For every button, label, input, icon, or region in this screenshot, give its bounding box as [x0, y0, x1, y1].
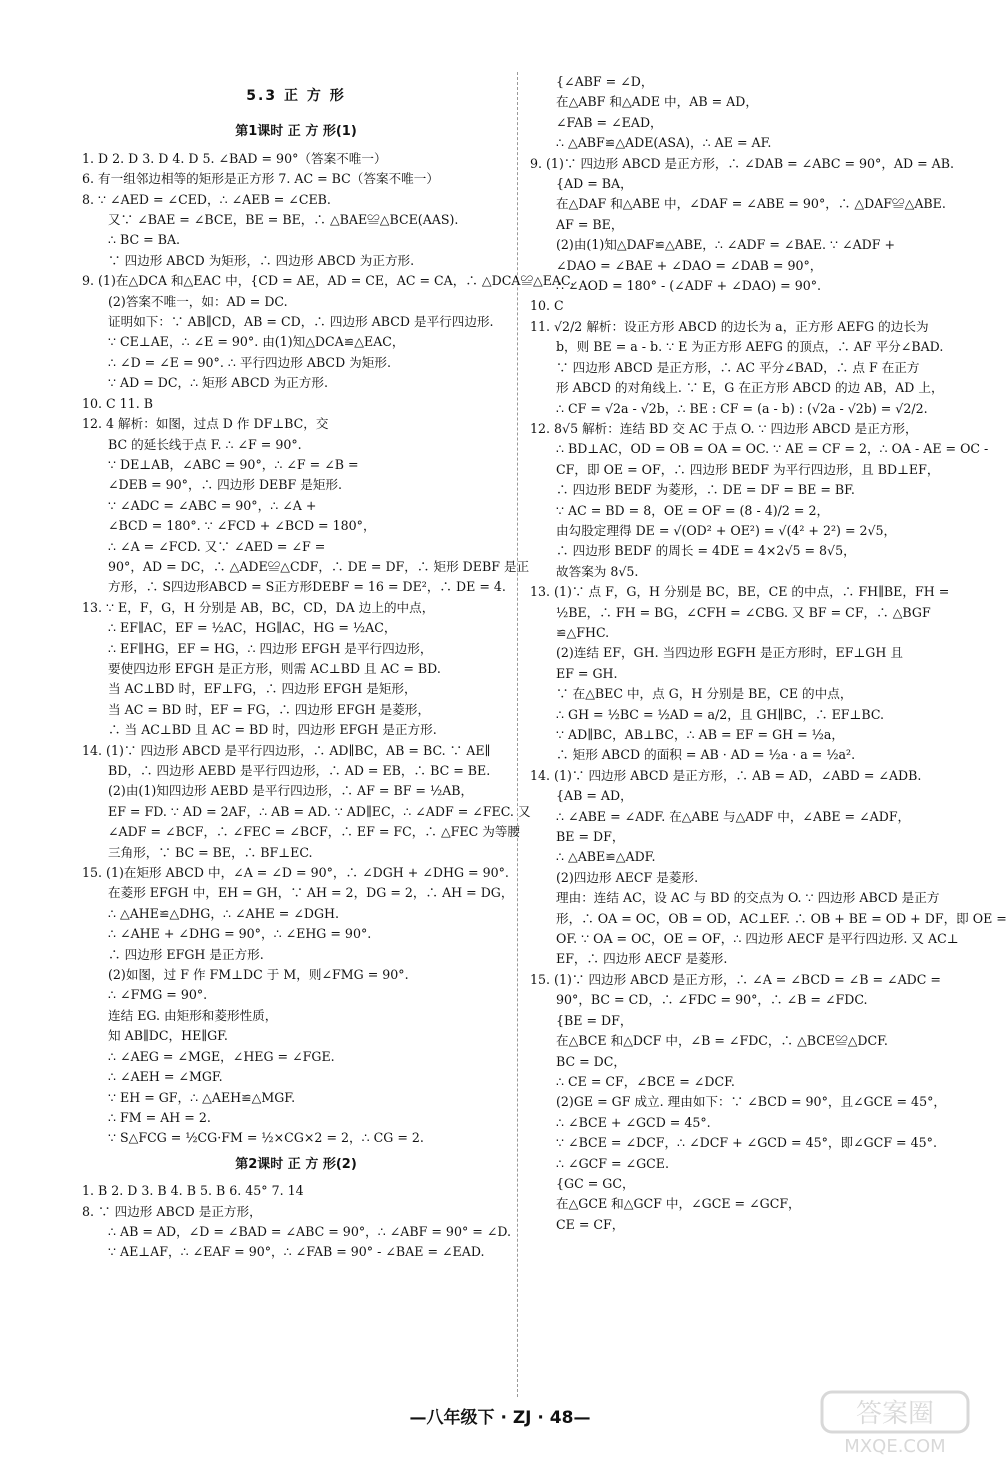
answer-line: 8. ∵ 四边形 ABCD 是正方形，	[82, 1203, 262, 1219]
answer-line: ∴ CE = CF，∠BCE = ∠DCF.	[556, 1073, 735, 1089]
answer-line: ∴ ∠FMG = 90°.	[108, 987, 208, 1003]
answer-line: 14. (1)∵ 四边形 ABCD 是平行四边形，∴ AD∥BC，AB = BC. ∵ AE∥	[82, 742, 491, 758]
answer-line: 12. 4 解析：如图，过点 D 作 DF⊥BC，交	[82, 416, 329, 432]
section-title: 5.3 正 方 形	[246, 88, 346, 104]
right-column	[530, 72, 1007, 1235]
answer-line: ∠ADF = ∠BCF，∴ ∠FEC = ∠BCF，∴ EF = FC，∴ △FEC 为等腰	[108, 824, 521, 840]
answer-line: ∴ AB = AD，∠D = ∠BAD = ∠ABC = 90°，∴ ∠ABF = 90° = ∠D.	[108, 1223, 512, 1239]
answer-line: {AB = AD，	[556, 788, 633, 804]
answer-line: 连结 EG. 由矩形和菱形性质，	[108, 1007, 278, 1023]
answer-line: 10. C	[530, 298, 564, 314]
answer-line: 13. ∵ E，F，G，H 分别是 AB，BC，CD，DA 边上的中点，	[82, 599, 435, 615]
answer-line: ∴ ∠AEG = ∠MGE，∠HEG = ∠FGE.	[108, 1048, 335, 1064]
answer-line: ∴ △ABF≌△ADE(ASA)，∴ AE = AF.	[556, 135, 772, 151]
answer-line: ∴ △AHE≌△DHG，∴ ∠AHE = ∠DGH.	[108, 905, 340, 921]
answer-line: EF，∴ 四边形 AECF 是菱形.	[556, 951, 728, 967]
answer-line: BC = DC，	[556, 1053, 627, 1069]
answer-line: 当 AC⊥BD 时，EF⊥FG，∴ 四边形 EFGH 是矩形，	[108, 681, 417, 697]
answer-line: 理由：连结 AC，设 AC 与 BD 的交点为 O. ∵ 四边形 ABCD 是正方	[556, 890, 940, 906]
answer-line: ∴ ∠ABE = ∠ADF. 在△ABE 与△ADF 中，∠ABE = ∠ADF，	[556, 808, 911, 824]
answer-line: ∴ BD⊥AC，OD = OB = OA = OC. ∵ AE = CF = 2，∴ OA - AE = OC -	[556, 441, 989, 457]
answer-line: (2)四边形 AECF 是菱形.	[556, 869, 699, 885]
answer-line: 当 AC = BD 时，EF = FG，∴ 四边形 EFGH 是菱形，	[108, 701, 431, 717]
answer-line: ∵ AD∥BC，AB⊥BC，∴ AB = EF = GH = ½a，	[556, 727, 844, 742]
answer-line: 在△BCE 和△DCF 中，∠B = ∠FDC，∴ △BCE≌△DCF.	[556, 1033, 888, 1049]
answer-line: ∴ BC = BA.	[108, 232, 181, 248]
lesson-2-answers	[82, 1181, 510, 1263]
answer-line: ∵ EH = GF，∴ △AEH≌△MGF.	[108, 1089, 296, 1105]
answer-line: ∴ ∠D = ∠E = 90°. ∴ 平行四边形 ABCD 为矩形.	[108, 354, 391, 370]
page-footer: —八年级下 · ZJ · 48—	[409, 1408, 591, 1428]
answer-line: 90°，AD = DC，∴ △ADE≌△CDF，∴ DE = DF，∴ 矩形 DEBF 是正	[108, 558, 530, 574]
answer-line: 知 AB∥DC，HE∥GF.	[108, 1028, 228, 1044]
answer-line: ∵ 四边形 ABCD 为矩形，∴ 四边形 ABCD 为正方形.	[108, 252, 415, 268]
answer-line: {AD = BA，	[556, 176, 633, 192]
answer-line: 15. (1)在矩形 ABCD 中，∠A = ∠D = 90°，∴ ∠DGH + ∠DHG = 90°.	[82, 865, 509, 881]
answer-line: (2)连结 EF，GH. 当四边形 EGFH 是正方形时，EF⊥GH 且	[556, 645, 903, 661]
answer-line: ∴ 当 AC⊥BD 且 AC = BD 时，四边形 EFGH 是正方形.	[108, 722, 437, 738]
answer-line: EF = FD. ∵ AD = 2AF，∴ AB = AD. ∵ AD∥EC，∴ ∠ADF = ∠FEC. 又	[108, 803, 531, 819]
answer-line: EF = GH.	[556, 665, 618, 681]
answer-line: 6. 有一组邻边相等的矩形是正方形 7. AC = BC（答案不唯一）	[82, 171, 439, 187]
answer-line: 9. (1)在△DCA 和△EAC 中，{CD = AE，AD = CE，AC = CA，∴ △DCA≌△EAC.	[82, 273, 575, 289]
answer-line: 9. (1)∵ 四边形 ABCD 是正方形，∴ ∠DAB = ∠ABC = 90°，AD = AB.	[530, 155, 955, 171]
answer-line: 形，∴ OA = OC，OB = OD，AC⊥EF. ∴ OB + BE = OD + DF，即 OE =	[556, 910, 1007, 926]
answer-line: b，则 BE = a - b. ∵ E 为正方形 AEFG 的顶点，∴ AF 平分∠BAD.	[556, 339, 944, 355]
answer-line: 90°，BC = CD，∴ ∠FDC = 90°，∴ ∠B = ∠FDC.	[556, 992, 868, 1008]
answer-line: ½BE，∴ FH = BG，∠CFH = ∠CBG. 又 BF = CF，∴ △BGF	[556, 604, 931, 620]
answer-line: {GC = GC，	[556, 1175, 635, 1191]
answer-line: ∵ ∠ADC = ∠ABC = 90°，∴ ∠A +	[108, 497, 317, 513]
answer-line: ∴ ∠GCF = ∠GCE.	[556, 1155, 670, 1171]
answer-line: ∴ ∠AEH = ∠MGF.	[108, 1069, 223, 1085]
answer-line: 由勾股定理得 DE = √(OD² + OE²) = √(4² + 2²) = 2√5，	[556, 522, 897, 538]
answer-line: ∴ 四边形 BEDF 为菱形，∴ DE = DF = BE = BF.	[556, 482, 855, 498]
answer-line: 在△ABF 和△ADE 中，AB = AD，	[556, 94, 758, 110]
answer-line: 方形，∴ S四边形ABCD = S正方形DEBF = 16 = DE²，∴ DE = 4.	[108, 579, 506, 595]
column-divider	[517, 72, 518, 1397]
answer-line: ∴ EF∥AC，EF = ½AC，HG∥AC，HG = ½AC，	[108, 620, 397, 636]
answer-line: (2)GE = GF 成立. 理由如下：∵ ∠BCD = 90°，且∠GCE = 45°，	[556, 1094, 946, 1110]
answer-line: ∴ 矩形 ABCD 的面积 = AB · AD = ½a · a = ½a².	[556, 747, 856, 763]
answer-line: ∵ 四边形 ABCD 是正方形，∴ AC 平分∠BAD，∴ 点 F 在正方	[556, 359, 920, 375]
right-answers	[530, 72, 1007, 1235]
answer-line: {∠ABF = ∠D，	[556, 74, 654, 89]
answer-line: ∵ DE⊥AB，∠ABC = 90°，∴ ∠F = ∠B =	[108, 456, 359, 472]
answer-line: 三角形，∵ BC = BE，∴ BF⊥EC.	[108, 844, 313, 860]
answer-line: 在菱形 EFGH 中，EH = GH，∵ AH = 2，DG = 2，∴ AH = DG，	[108, 885, 514, 901]
answer-line: ∴ ∠AOD = 180° - (∠ADF + ∠DAO) = 90°.	[556, 278, 822, 294]
answer-line: ∴ △ABE≌△ADF.	[556, 849, 656, 865]
answer-line: 12. 8√5 解析：连结 BD 交 AC 于点 O. ∵ 四边形 ABCD 是正方形，	[530, 420, 918, 436]
svg-text:MXQE.COM: MXQE.COM	[844, 1436, 946, 1457]
answer-line: ∠BCD = 180°. ∵ ∠FCD + ∠BCD = 180°，	[108, 518, 376, 534]
answer-line: ∴ GH = ½BC = ½AD = a/2，且 GH∥BC，∴ EF⊥BC.	[556, 706, 885, 722]
answer-line: ∵ AD = DC，∴ 矩形 ABCD 为正方形.	[108, 375, 328, 391]
answer-line: ∴ ∠BCE + ∠GCD = 45°.	[556, 1114, 711, 1130]
answer-line: ∵ ∠BCE = ∠DCF，∴ ∠DCF + ∠GCD = 45°，即∠GCF = 45°.	[556, 1135, 937, 1151]
answer-line: (2)如图，过 F 作 FM⊥DC 于 M，则∠FMG = 90°.	[108, 967, 409, 983]
answer-line: ≌△FHC.	[556, 624, 610, 640]
answer-line: 1. B 2. D 3. B 4. B 5. B 6. 45° 7. 14	[82, 1183, 304, 1199]
answer-line: ∠DAO = ∠BAE + ∠DAO = ∠DAB = 90°，	[556, 257, 823, 273]
answer-line: 14. (1)∵ 四边形 ABCD 是正方形，∴ AB = AD，∠ABD = ∠ADB.	[530, 767, 922, 783]
answer-line: AF = BE，	[556, 216, 624, 232]
watermark-logo	[820, 1388, 970, 1458]
lesson-2-title: 第2课时 正 方 形(2)	[235, 1156, 357, 1172]
left-column	[82, 72, 575, 1263]
lesson-1-answers	[82, 149, 575, 1149]
answer-line: 证明如下：∵ AB∥CD，AB = CD，∴ 四边形 ABCD 是平行四边形.	[108, 314, 494, 330]
answer-line: ∵ AE⊥AF，∴ ∠EAF = 90°，∴ ∠FAB = 90° - ∠BAE = ∠EAD.	[108, 1244, 485, 1260]
answer-line: 1. D 2. D 3. D 4. D 5. ∠BAD = 90°（答案不唯一）	[82, 150, 387, 166]
answer-line: 13. (1)∵ 点 F，G，H 分别是 BC，BE，CE 的中点，∴ FH∥BE，FH =	[530, 584, 950, 600]
answer-line: CE = CF，	[556, 1216, 625, 1232]
answer-line: 形 ABCD 的对角线上. ∵ E，G 在正方形 ABCD 的边 AB，AD 上，	[556, 380, 944, 396]
answer-line: ∴ EF∥HG，EF = HG，∴ 四边形 EFGH 是平行四边形，	[108, 640, 433, 656]
answer-line: 故答案为 8√5.	[556, 563, 639, 579]
answer-line: ∴ ∠AHE + ∠DHG = 90°，∴ ∠EHG = 90°.	[108, 926, 372, 942]
answer-line: 15. (1)∵ 四边形 ABCD 是正方形，∴ ∠A = ∠BCD = ∠B = ∠ADC =	[530, 971, 941, 987]
answer-line: ∠DEB = 90°，∴ 四边形 DEBF 是矩形.	[108, 477, 343, 493]
answer-line: ∵ S△FCG = ½CG·FM = ½×CG×2 = 2，∴ CG = 2.	[108, 1130, 424, 1146]
answer-line: 在△GCE 和△GCF 中，∠GCE = ∠GCF，	[556, 1196, 801, 1212]
answer-line: 8. ∵ ∠AED = ∠CED，∴ ∠AEB = ∠CEB.	[82, 191, 331, 207]
answer-line: ∴ 四边形 BEDF 的周长 = 4DE = 4×2√5 = 8√5，	[556, 543, 856, 559]
answer-line: 在△DAF 和△ABE 中，∠DAF = ∠ABE = 90°，∴ △DAF≌△ABE.	[556, 196, 946, 212]
answer-line: BD，∴ 四边形 AEBD 是平行四边形，∴ AD = EB，∴ BC = BE.	[108, 763, 491, 778]
answer-line: ∵ 在△BEC 中，点 G，H 分别是 BE，CE 的中点，	[556, 686, 853, 702]
svg-text:答案圈: 答案圈	[855, 1399, 935, 1429]
answer-line: (2)由(1)知四边形 AEBD 是平行四边形，∴ AF = BF = ½AB，	[108, 783, 474, 799]
answer-line: (2)由(1)知△DAF≌△ABE，∴ ∠ADF = ∠BAE. ∵ ∠ADF +	[556, 237, 896, 253]
answer-line: ∴ CF = √2a - √2b，∴ BE : CF = (a - b) : (√2a - √2b) = √2/2.	[556, 400, 928, 416]
lesson-1-title: 第1课时 正 方 形(1)	[235, 124, 357, 140]
answer-line: ∵ CE⊥AE，∴ ∠E = 90°. 由(1)知△DCA≌△EAC，	[108, 334, 405, 350]
answer-line: ∴ ∠A = ∠FCD. 又∵ ∠AED = ∠F =	[108, 538, 326, 554]
answer-line: 要使四边形 EFGH 是正方形，则需 AC⊥BD 且 AC = BD.	[108, 660, 441, 676]
answer-line: CF，即 OE = OF，∴ 四边形 BEDF 为平行四边形，且 BD⊥EF，	[556, 461, 940, 477]
answer-line: BE = DF，	[556, 829, 625, 845]
answer-line: 11. √2/2 解析：设正方形 ABCD 的边长为 a，正方形 AEFG 的边长为	[530, 318, 929, 334]
answer-line: OF. ∵ OA = OC，OE = OF，∴ 四边形 AECF 是平行四边形. 又 AC⊥	[556, 931, 959, 947]
answer-line: ∵ AC = BD = 8，OE = OF = (8 - 4)/2 = 2，	[556, 502, 830, 518]
answer-line: {BE = DF，	[556, 1012, 633, 1028]
answer-line: BC 的延长线于点 F. ∴ ∠F = 90°.	[108, 436, 302, 452]
answer-line: 10. C 11. B	[82, 395, 153, 411]
answer-line: 又∵ ∠BAE = ∠BCE，BE = BE，∴ △BAE≌△BCE(AAS).	[108, 212, 459, 228]
answer-line: (2)答案不唯一，如：AD = DC.	[108, 293, 288, 309]
answer-line: ∴ 四边形 EFGH 是正方形.	[108, 946, 264, 962]
answer-line: ∠FAB = ∠EAD，	[556, 114, 663, 130]
answer-line: ∴ FM = AH = 2.	[108, 1109, 211, 1125]
